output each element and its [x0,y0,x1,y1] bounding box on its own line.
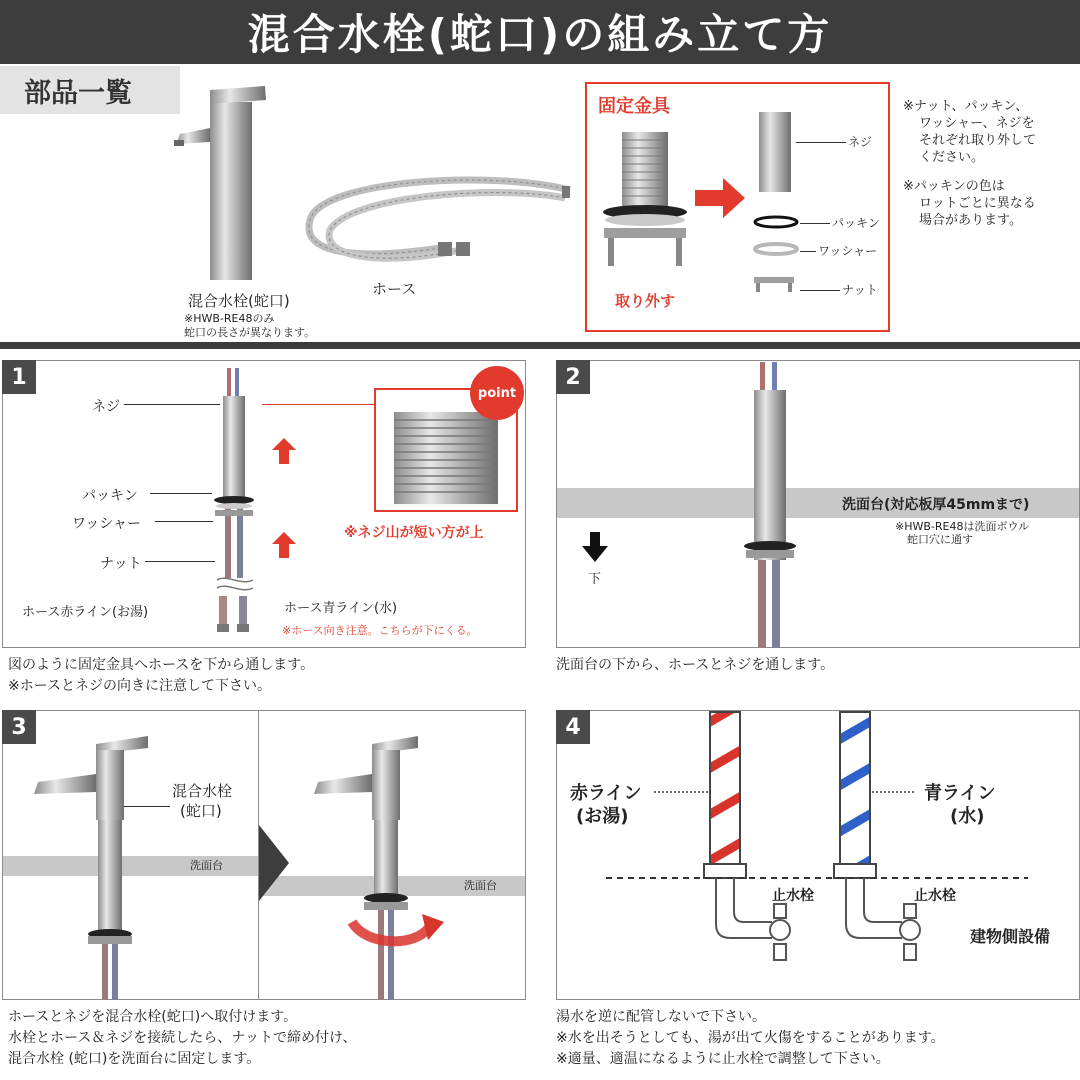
caption-line: ※水を出そうとしても、湯が出て火傷をすることがあります。 [556,1030,945,1046]
caption-line: 図のように固定金具へホースを下から通します。 [8,657,315,673]
step4-blue-line-label-1: 青ライン [924,783,996,804]
step1-screw-leader [124,404,220,405]
packing-part-illustration [752,215,800,229]
washer-part-illustration [752,242,800,256]
parts-notes [903,98,1036,229]
step3-faucet-left-illustration [30,730,140,1000]
step3-faucet-label-1: 混合水栓 [172,782,233,800]
title-bar [0,0,1080,64]
fitting-assembly-illustration [600,128,690,273]
step2-counter-note-2: 蛇口穴に通す [907,533,973,546]
caption-line: ※ホースとネジの向きに注意して下さい。 [8,678,272,694]
step1-nut-label: ナット [100,556,142,572]
step1-number: 1 [2,360,36,394]
step1-assembly-illustration [205,368,265,638]
step1-hose-note: ※ホース向き注意。こちらが下にくる。 [282,624,478,637]
packing-leader-line [800,223,830,224]
step2-counter-label: 洗面台(対応板厚45mmまで) [842,497,1030,513]
step4-red-line-label-2: (お湯) [576,806,629,827]
screw-leader-line [796,142,846,143]
triangle-right-icon [259,825,289,901]
step1-packing-label: パッキン [82,488,138,504]
fitting-title [598,92,670,118]
fitting-title-text: 固定金具 [598,96,670,117]
screw-part-label: ネジ [848,135,873,149]
note-line: ※パッキンの色は [903,179,1005,194]
caption-line: 湯水を逆に配管しないで下さい。 [556,1009,766,1025]
arrow-up-icon [272,438,296,464]
point-leader-line [262,404,374,405]
section-divider [0,342,1080,349]
caption-line: 洗面台の下から、ホースとネジを通します。 [556,657,835,673]
remove-label [615,290,675,311]
note-line: それぞれ取り外して [919,133,1037,148]
hose-illustration [290,170,580,280]
parts-list-heading: 部品一覧 [0,66,180,114]
step3-faucet-leader [124,806,170,807]
step4-pipe-diagram [558,712,1078,998]
step4-stop-valve-left: 止水栓 [772,888,814,904]
step2-assembly-illustration [740,362,800,648]
step1-hose-red-label: ホース赤ライン(お湯) [22,605,149,620]
washer-leader-line [800,251,816,252]
faucet-note-1: ※HWB-RE48のみ [184,312,275,325]
step1-thread-note: ※ネジ山が短い方が上 [344,525,484,541]
arrow-up-icon [272,532,296,558]
remove-label-text: 取り外す [615,292,676,310]
arrow-down-icon [582,532,608,562]
packing-part-label: パッキン [832,216,880,230]
step1-washer-label: ワッシャー [72,516,142,532]
step3-counter-left-label: 洗面台 [190,859,223,872]
nut-part-illustration [752,275,796,293]
faucet-label: 混合水栓(蛇口) [188,292,290,310]
step1-hose-blue-label: ホース青ライン(水) [284,601,398,616]
nut-leader-line [800,290,840,291]
caption-line: 混合水栓 (蛇口)を洗面台に固定します。 [8,1051,261,1067]
step4-building-label: 建物側設備 [970,927,1051,946]
step1-packing-leader [150,493,212,494]
step3-faucet-right-illustration [310,730,420,1000]
step1-screw-label: ネジ [92,399,120,415]
nut-part-label: ナット [842,283,878,297]
page-title: 混合水栓(蛇口)の組み立て方 [247,10,833,59]
faucet-note-2: 蛇口の長さが異なります。 [184,326,316,339]
thread-closeup-illustration [388,412,504,504]
step3-faucet-label-2: (蛇口) [180,802,222,820]
step3-counter-right-label: 洗面台 [464,879,497,892]
washer-part-label: ワッシャー [818,244,878,258]
note-line: ワッシャー、ネジを [919,116,1035,131]
step2-down-label: 下 [588,572,602,587]
step3-caption [8,1007,356,1070]
step1-washer-leader [155,521,213,522]
rotate-arrow-icon [346,900,446,950]
note-line: ※ナット、パッキン、 [903,99,1029,114]
step4-blue-line-label-2: (水) [950,806,985,827]
step1-nut-leader [145,561,215,562]
caption-line: ※適量、適温になるように止水栓で調整して下さい。 [556,1051,890,1067]
note-line: ください。 [919,150,985,165]
step2-counter-note-1: ※HWB-RE48は洗面ボウル [895,520,1030,533]
step3-number: 3 [2,710,36,744]
step1-caption [8,655,314,697]
arrow-right-icon [695,178,747,218]
point-badge: point [470,366,524,420]
step4-number: 4 [556,710,590,744]
step4-stop-valve-right: 止水栓 [914,888,956,904]
hose-label: ホース [372,280,417,298]
step2-number: 2 [556,360,590,394]
step2-caption [556,655,834,676]
screw-part-illustration [755,110,795,194]
step4-caption [556,1007,945,1070]
note-line: ロットごとに異なる [919,196,1036,211]
step4-red-line-label-1: 赤ライン [570,783,642,804]
caption-line: 水栓とホース＆ネジを接続したら、ナットで締め付け、 [8,1030,357,1046]
faucet-illustration [170,80,280,280]
caption-line: ホースとネジを混合水栓(蛇口)へ取付けます。 [8,1009,298,1025]
note-line: 場合があります。 [919,213,1022,228]
